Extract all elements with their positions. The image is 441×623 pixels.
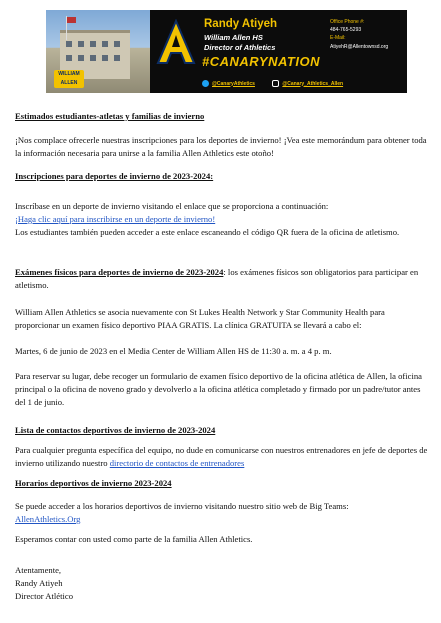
signature-name: Randy Atiyeh bbox=[15, 578, 63, 588]
schedules-text: Se puede acceder a los horarios deportivos de invierno visitando nuestro sitio web de Big Teams: bbox=[15, 501, 349, 511]
closing-line: Esperamos contar con usted como parte de la familia Allen Athletics. bbox=[15, 534, 253, 544]
register-link[interactable]: ¡Haga clic aquí para inscribirse en un deporte de invierno! bbox=[15, 214, 216, 224]
signoff: Atentamente, bbox=[15, 565, 62, 575]
registration-heading: Inscripciones para deportes de invierno de 2023-2024: bbox=[15, 171, 214, 181]
physicals-heading: Exámenes físicos para deportes de invierno de 2023-2024 bbox=[15, 267, 224, 277]
registration-link-line bbox=[15, 213, 430, 226]
physicals-reserve-text: Para reservar su lugar, debe recoger un formulario de examen físico deportivo de la oficina atlética de Allen, la oficina principal o la oficina de noveno grado y devolverlo a la oficina atlética completado y firmado por un padre/tutor antes del 1 de junio. bbox=[15, 371, 422, 408]
instagram-icon bbox=[272, 80, 279, 87]
header-banner bbox=[46, 10, 407, 93]
coach-directory-link[interactable]: directorio de contactos de entrenadores bbox=[109, 458, 245, 469]
social-handles bbox=[202, 80, 359, 87]
school-building-photo bbox=[46, 10, 150, 93]
twitter-icon bbox=[202, 80, 209, 87]
email-address: AtiyehR@Allentownsd.org bbox=[330, 43, 389, 50]
intro-paragraph: ¡Nos complace ofrecerle nuestras inscripciones para los deportes de invierno! ¡Vea este memorándum para obtener toda la información necesaria para unirse a la familia Allen Athletics este otoño! bbox=[15, 135, 427, 159]
greeting: Estimados estudiantes-atletas y familias de invierno bbox=[15, 111, 205, 121]
twitter-handle: @CanaryAthletics bbox=[212, 80, 255, 87]
contact-info: Office Phone #: 484-765-5293 E-Mail: AtiyehR@Allentownsd.org bbox=[330, 19, 389, 50]
allen-athletics-link[interactable]: AllenAthletics.Org bbox=[15, 514, 81, 524]
physicals-partner-text: William Allen Athletics se asocia nuevamente con St Lukes Health Network y Star Community Health para proporcionar un examen físico deportivo PIAA GRATIS. La clínica GRATUITA se llevará a cabo el: bbox=[15, 307, 385, 331]
physicals-paragraph: Exámenes físicos para deportes de invierno de 2023-2024: los exámenes físicos son obligatorios para participar en atletismo. bbox=[15, 267, 419, 291]
school-name: William Allen HS bbox=[204, 33, 263, 42]
contacts-text: Para cualquier pregunta específica del equipo, no dude en comunicarse con nuestros entrenadores en jefe de deportes de invierno utilizando nuestro directorio de contactos de entrenadores bbox=[15, 445, 428, 469]
school-crest-logo: WILLIAM ALLEN bbox=[54, 70, 84, 88]
physicals-date: Martes, 6 de junio de 2023 en el Media Center de William Allen HS de 11:30 a. m. a 4 p. m. bbox=[15, 346, 332, 356]
director-title: Director of Athletics bbox=[204, 43, 276, 52]
flag-icon bbox=[67, 17, 76, 23]
hashtag: #CANARYNATION bbox=[202, 54, 320, 69]
instagram-handle: @Canary_Athletics_Allen bbox=[282, 80, 344, 87]
registration-qr-text: Los estudiantes también pueden acceder a este enlace escaneando el código QR fuera de la oficina de atletismo. bbox=[15, 227, 400, 237]
schedules-heading: Horarios deportivos de invierno 2023-2024 bbox=[15, 478, 172, 488]
phone-number: 484-765-5293 bbox=[330, 27, 362, 34]
registration-text: Inscríbase en un deporte de invierno visitando el enlace que se proporciona a continuación: bbox=[15, 201, 329, 211]
signature-title: Director Atlético bbox=[15, 591, 73, 601]
allen-a-logo bbox=[156, 19, 196, 65]
director-name: Randy Atiyeh bbox=[204, 18, 278, 30]
contacts-heading: Lista de contactos deportivos de invierno de 2023-2024 bbox=[15, 425, 216, 435]
schedules-link-line bbox=[15, 513, 430, 526]
